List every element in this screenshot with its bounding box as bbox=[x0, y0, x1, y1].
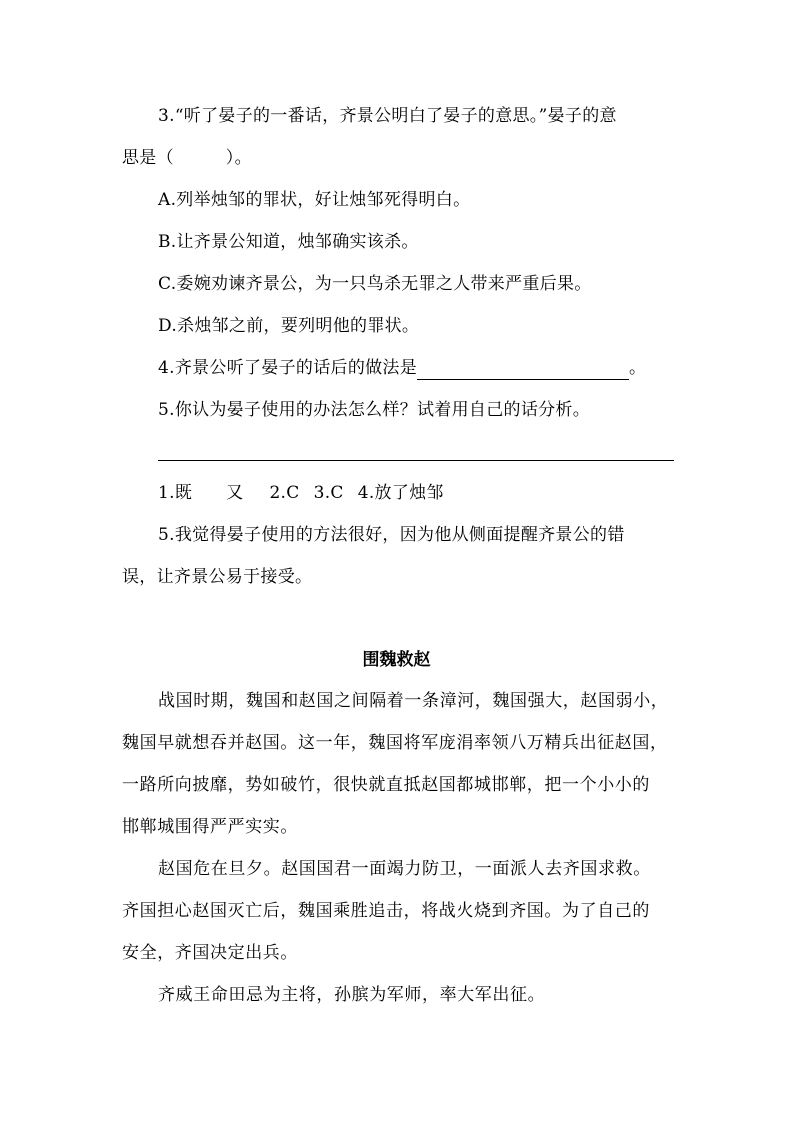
option-a: A.列举烛邹的罪状，好让烛邹死得明白。 bbox=[158, 190, 471, 210]
answers-line-1 bbox=[158, 481, 444, 505]
question-4-answer-blank[interactable] bbox=[417, 359, 629, 380]
story-line: 邯郸城围得严严实实。 bbox=[122, 817, 298, 837]
story-line: 魏国早就想吞并赵国。这一年，魏国将军庞涓率领八万精兵出征赵国， bbox=[122, 733, 668, 753]
answer-2: 2.C bbox=[269, 483, 300, 503]
answer-4: 4.放了烛邹 bbox=[357, 483, 444, 503]
story-title: 围魏救赵 bbox=[362, 650, 431, 670]
answer-5-line-1: 5.我觉得晏子使用的方法很好，因为他从侧面提醒齐景公的错 bbox=[158, 525, 625, 545]
question-5-answer-line[interactable] bbox=[158, 460, 674, 461]
story-line: 一路所向披靡，势如破竹，很快就直抵赵国都城邯郸，把一个小小的 bbox=[122, 775, 650, 795]
story-line: 赵国危在旦夕。赵国国君一面竭力防卫，一面派人去齐国求救。 bbox=[158, 859, 651, 879]
option-b: B.让齐景公知道，烛邹确实该杀。 bbox=[158, 232, 419, 252]
question-3-line-2: 思是（ ）。 bbox=[122, 148, 252, 168]
story-line: 战国时期，魏国和赵国之间隔着一条漳河，魏国强大，赵国弱小， bbox=[158, 691, 669, 711]
story-line: 齐国担心赵国灭亡后，魏国乘胜追击，将战火烧到齐国。为了自己的 bbox=[122, 901, 650, 921]
option-d: D.杀烛邹之前，要列明他的罪状。 bbox=[158, 316, 420, 336]
answer-1-suffix: 又 bbox=[226, 483, 244, 503]
answer-3: 3.C bbox=[313, 483, 344, 503]
answer-1-prefix: 1.既 bbox=[158, 483, 193, 503]
question-4-end: 。 bbox=[629, 358, 647, 378]
story-line: 齐威王命田忌为主将，孙膑为军师，率大军出征。 bbox=[158, 985, 546, 1005]
answer-5-line-2: 误，让齐景公易于接受。 bbox=[122, 567, 313, 587]
question-5: 5.你认为晏子使用的办法怎么样？试着用自己的话分析。 bbox=[158, 400, 591, 420]
option-c: C.委婉劝谏齐景公，为一只鸟杀无罪之人带来严重后果。 bbox=[158, 274, 592, 294]
question-3-line-1: 3.“听了晏子的一番话，齐景公明白了晏子的意思。”晏子的意 bbox=[158, 106, 617, 126]
question-4-text: 4.齐景公听了晏子的话后的做法是 bbox=[158, 358, 418, 378]
story-line: 安全，齐国决定出兵。 bbox=[122, 943, 298, 963]
question-4 bbox=[158, 356, 646, 380]
